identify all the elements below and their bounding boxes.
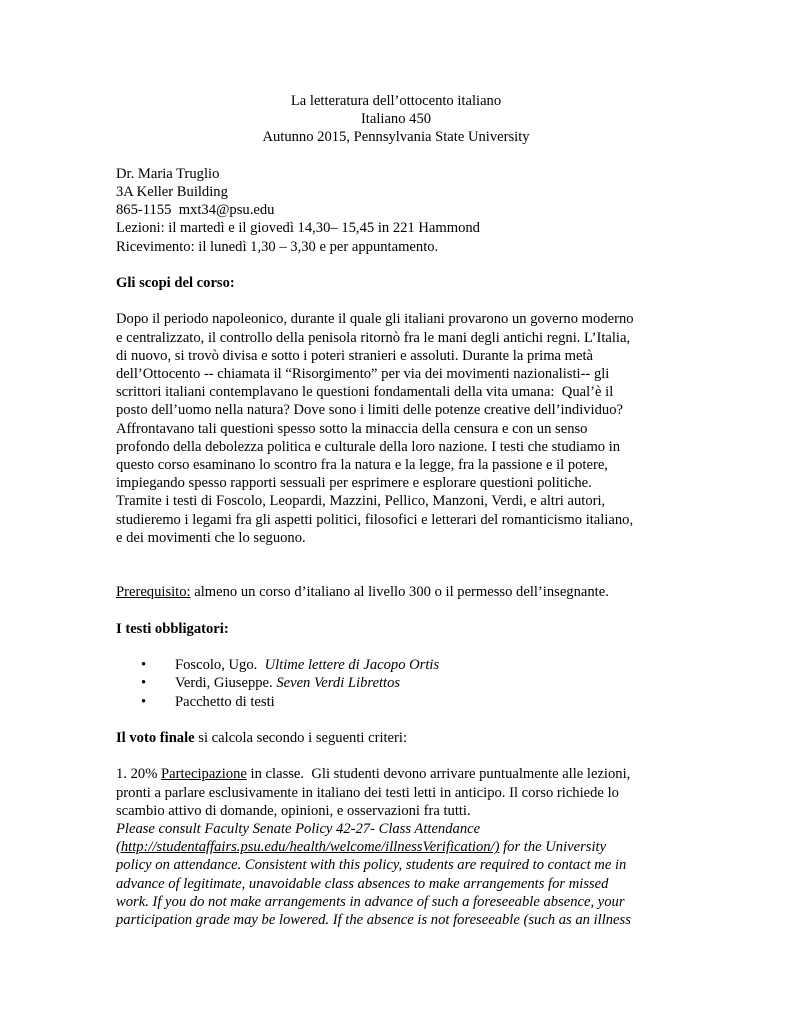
goals-line: impiegando spesso rapporti sessuali per esprimere e esplorare questioni politiche.: [116, 475, 592, 492]
text-title: Seven Verdi Librettos: [276, 675, 401, 692]
policy-line: advance of legitimate, unavoidable class absences to make arrangements for missed: [116, 875, 609, 892]
policy-line: [116, 838, 676, 856]
goals-line: profondo della debolezza politica e culturale della loro nazione. I testi che studiamo in: [116, 438, 621, 455]
policy-link-rest: for the University: [499, 839, 607, 856]
goals-line: Affrontavano tali questioni spesso sotto la minaccia della censura e con un senso: [116, 420, 588, 437]
list-item: [116, 693, 676, 711]
goals-line: studieremo i legami fra gli aspetti politici, filosofici e letterari del romanticismo italiano,: [116, 511, 634, 528]
list-item: [116, 656, 676, 674]
bullet-icon: •: [141, 693, 147, 710]
text-author: Verdi, Giuseppe.: [175, 675, 277, 692]
participation-section: [116, 765, 676, 929]
instructor-office: 3A Keller Building: [116, 184, 228, 200]
grading-rest: si calcola secondo i seguenti criteri:: [194, 729, 407, 746]
policy-link[interactable]: (http://studentaffairs.psu.edu/health/welcome/illnessVerification/): [116, 839, 500, 856]
prerequisite-label: Prerequisito:: [116, 584, 191, 601]
text-author: Pacchetto di testi: [175, 693, 275, 710]
goals-line: di nuovo, si trovò divisa e sotto i poteri stranieri e assoluti. Durante la prima metà: [116, 347, 594, 364]
goals-line: scrittori italiani contemplavano le questioni fondamentali della vita umana: Qual’è il: [116, 384, 614, 401]
texts-heading: I testi obbligatori:: [116, 620, 229, 637]
participation-line: [116, 765, 676, 783]
policy-line: participation grade may be lowered. If the absence is not foreseeable (such as an illness: [116, 912, 631, 928]
prerequisite-text: almeno un corso d’italiano al livello 300 o il permesso dell’insegnante.: [190, 584, 609, 601]
goals-line: e centralizzato, il controllo della penisola ritornò fra le mani degli antichi regni. L’Italia,: [116, 329, 631, 346]
participation-line: scambio attivo di domande, opinioni, e osservazioni fra tutti.: [116, 802, 471, 819]
participation-rest: in classe. Gli studenti devono arrivare puntualmente alle lezioni,: [246, 766, 631, 783]
course-number: Italiano 450: [360, 111, 432, 128]
bullet-icon: •: [141, 657, 147, 674]
policy-line: policy on attendance. Consistent with this policy, students are required to contact me in: [116, 857, 627, 874]
instructor-contact: 865-1155 mxt34@psu.edu: [116, 202, 275, 219]
list-item: [116, 674, 676, 692]
syllabus-page: [116, 92, 676, 929]
grading-intro: [116, 729, 676, 747]
goals-line: e dei movimenti che lo seguono.: [116, 529, 306, 546]
course-term: Autunno 2015, Pennsylvania State University: [262, 129, 530, 146]
goals-line: Tramite i testi di Foscolo, Leopardi, Mazzini, Pellico, Manzoni, Verdi, e altri autori,: [116, 493, 606, 510]
participation-prefix: 1. 20%: [116, 766, 161, 783]
goals-paragraph: [116, 310, 676, 547]
policy-line: Please consult Faculty Senate Policy 42-27- Class Attendance: [116, 820, 481, 837]
instructor-name: Dr. Maria Truglio: [116, 165, 220, 182]
participation-label: Partecipazione: [161, 766, 247, 783]
text-author: Foscolo, Ugo.: [175, 657, 265, 674]
grading-bold: Il voto finale: [116, 729, 195, 746]
lesson-schedule: Lezioni: il martedì e il giovedì 14,30– 15,45 in 221 Hammond: [116, 220, 480, 237]
text-title: Ultime lettere di Jacopo Ortis: [264, 657, 440, 674]
goals-line: dell’Ottocento -- chiamata il “Risorgimento” per via dei movimenti nazionalisti-- gli: [116, 366, 610, 382]
goals-heading: Gli scopi del corso:: [116, 275, 235, 291]
policy-line: work. If you do not make arrangements in advance of such a foreseeable absence, your: [116, 893, 625, 910]
bullet-icon: •: [141, 675, 147, 692]
prerequisite: [116, 583, 676, 601]
course-title: La letteratura dell’ottocento italiano: [290, 93, 502, 109]
goals-line: Dopo il periodo napoleonico, durante il quale gli italiani provarono un governo moderno: [116, 311, 634, 328]
office-hours: Ricevimento: il lunedì 1,30 – 3,30 e per appuntamento.: [116, 238, 439, 255]
participation-line: pronti a parlare esclusivamente in italiano dei testi letti in anticipo. Il corso richiede lo: [116, 784, 619, 801]
goals-line: posto dell’uomo nella natura? Dove sono i limiti delle potenze creative dell’individuo?: [116, 402, 623, 419]
goals-line: questo corso esaminano lo scontro fra la natura e la legge, fra la passione e il potere,: [116, 457, 608, 474]
required-texts-list: [116, 656, 676, 711]
